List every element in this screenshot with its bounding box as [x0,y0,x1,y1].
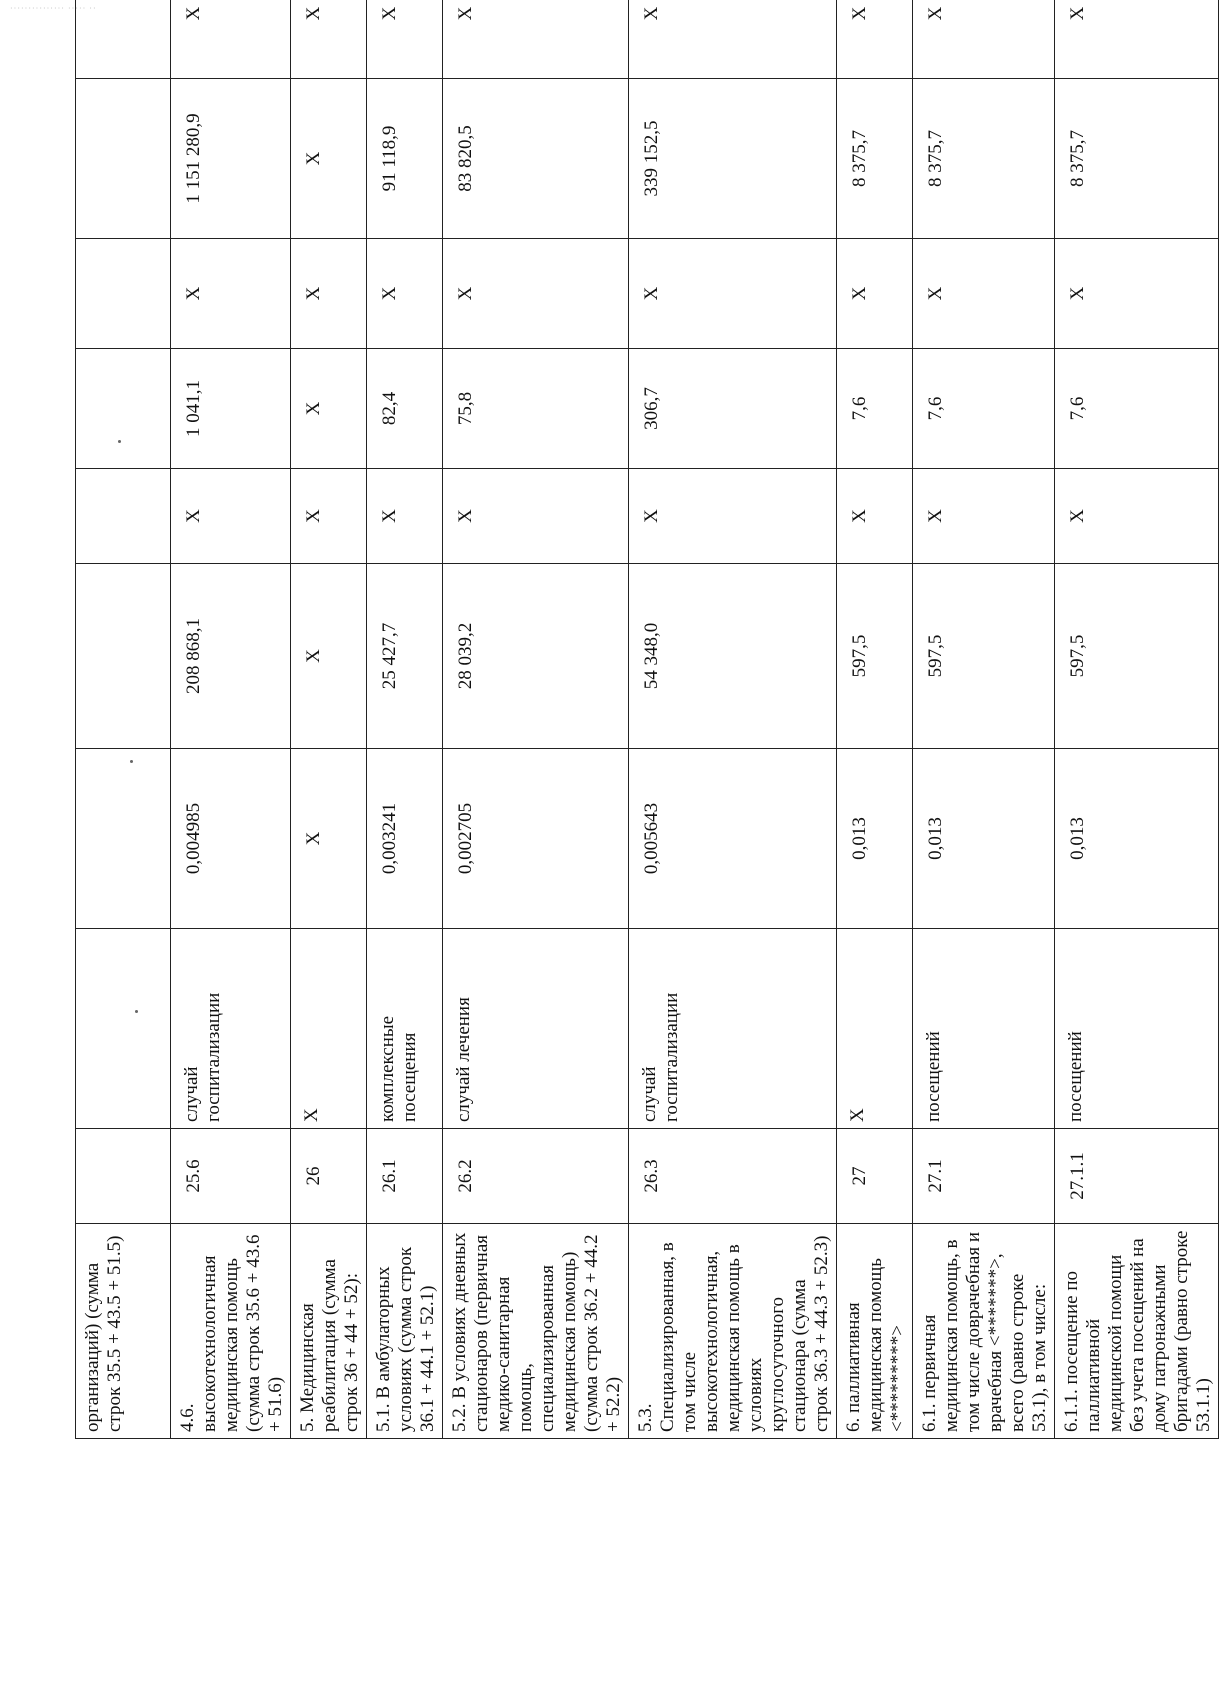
cell-cost: 208 868,1 [171,564,291,749]
cell-unit [76,929,171,1129]
cell-unit: посещений [1055,929,1219,1129]
cell-unit: случай лечения [443,929,629,1129]
cell-col-9: 8 375,7 [1055,79,1219,239]
cell-name: 4.6. высокотехнологичная медицинская помощь (сумма строк 35.6 + 43.6 + 51.6) [171,1224,291,1439]
cell-col-10 [76,0,171,79]
cell-cost: 597,5 [913,564,1055,749]
cell-col-9: X [291,79,367,239]
cell-col-8: X [837,239,913,349]
cell-col-6: X [1055,469,1219,564]
cell-norm: 0,013 [837,749,913,929]
cell-col-6: X [171,469,291,564]
cell-col-9: 91 118,9 [367,79,443,239]
table-row [367,0,443,1439]
cell-norm: 0,013 [1055,749,1219,929]
cell-col-9 [76,79,171,239]
cell-cost: 597,5 [837,564,913,749]
cell-name: 5.2. В условиях дневных стационаров (первичная медико-санитарная помощь, специализированная медицинская помощь) (сумма строк 36.2 + 44.2 + 52.2) [443,1224,629,1439]
cell-col-6 [76,469,171,564]
cell-norm: 0,002705 [443,749,629,929]
cell-name: организаций) (сумма строк 35.5 + 43.5 + 51.5) [76,1224,171,1439]
cell-col-8: X [171,239,291,349]
cell-col-9: 8 375,7 [837,79,913,239]
cell-name: 5. Медицинская реабилитация (сумма строк 36 + 44 + 52): [291,1224,367,1439]
cell-col-10: X [367,0,443,79]
cell-col-7: 82,4 [367,349,443,469]
cell-line-number: 25.6 [171,1129,291,1224]
cell-unit: комплексные посещения [367,929,443,1129]
cell-col-8: X [1055,239,1219,349]
cell-cost: 597,5 [1055,564,1219,749]
cell-line-number: 26.2 [443,1129,629,1224]
cell-col-7: 306,7 [629,349,837,469]
cell-col-6: X [291,469,367,564]
cell-col-7: 75,8 [443,349,629,469]
cell-col-9: 8 375,7 [913,79,1055,239]
cell-norm: 0,004985 [171,749,291,929]
cell-name: 6. паллиативная медицинская помощь <*********> [837,1224,913,1439]
cell-col-10: X [443,0,629,79]
cell-unit: X [291,929,367,1129]
cell-col-7 [76,349,171,469]
cell-norm [76,749,171,929]
cell-col-10: X [837,0,913,79]
cell-cost: 28 039,2 [443,564,629,749]
cell-name: 5.1. В амбулаторных условиях (сумма строк 36.1 + 44.1 + 52.1) [367,1224,443,1439]
cell-norm: 0,003241 [367,749,443,929]
cell-unit: X [837,929,913,1129]
table-row [291,0,367,1439]
cell-col-6: X [913,469,1055,564]
cell-col-6: X [367,469,443,564]
table-row [76,0,171,1439]
scan-header-mark: ··············· ····· ·· [10,4,97,13]
cell-col-10: X [291,0,367,79]
cell-col-6: X [629,469,837,564]
cell-col-7: 7,6 [1055,349,1219,469]
cell-col-7: 7,6 [837,349,913,469]
cell-col-7: X [291,349,367,469]
cell-col-10: X [1055,0,1219,79]
cell-col-8: X [629,239,837,349]
cell-line-number: 27.1 [913,1129,1055,1224]
table-row [171,0,291,1439]
cell-cost: X [291,564,367,749]
cell-line-number: 27.1.1 [1055,1129,1219,1224]
cell-col-6: X [443,469,629,564]
cell-norm: X [291,749,367,929]
cell-name: 6.1.1. посещение по паллиативной медицинской помощи без учета посещений на дому патронажными бригадами (равно строке 53.1.1) [1055,1224,1219,1439]
table-row [1055,0,1219,1439]
cell-col-8: X [367,239,443,349]
cell-norm: 0,013 [913,749,1055,929]
cell-col-8: X [291,239,367,349]
cell-col-9: 339 152,5 [629,79,837,239]
cell-col-8: X [443,239,629,349]
cell-line-number [76,1129,171,1224]
cell-line-number: 26.1 [367,1129,443,1224]
cell-unit: посещений [913,929,1055,1129]
cell-cost [76,564,171,749]
cell-cost: 54 348,0 [629,564,837,749]
table-row [913,0,1055,1439]
cell-col-7: 7,6 [913,349,1055,469]
cell-cost: 25 427,7 [367,564,443,749]
cell-name: 6.1. первичная медицинская помощь, в том числе доврачебная и врачебная <*******>, всего (равно строке 53.1), в том числе: [913,1224,1055,1439]
cell-col-9: 1 151 280,9 [171,79,291,239]
table-row [443,0,629,1439]
cell-col-9: 83 820,5 [443,79,629,239]
cell-col-6: X [837,469,913,564]
cell-norm: 0,005643 [629,749,837,929]
cell-name: 5.3. Специализированная, в том числе высокотехнологичная, медицинская помощь в условиях круглосуточного стационара (сумма строк 36.3 + 44.3 + 52.3) [629,1224,837,1439]
cell-col-8 [76,239,171,349]
cell-line-number: 27 [837,1129,913,1224]
table-row [629,0,837,1439]
tariff-table [75,0,1219,1439]
cell-col-10: X [629,0,837,79]
cell-col-8: X [913,239,1055,349]
cell-col-10: X [913,0,1055,79]
cell-unit: случай госпитализации [629,929,837,1129]
table-row [837,0,913,1439]
cell-unit: случай госпитализации [171,929,291,1129]
cell-col-10: X [171,0,291,79]
cell-col-7: 1 041,1 [171,349,291,469]
cell-line-number: 26.3 [629,1129,837,1224]
cell-line-number: 26 [291,1129,367,1224]
